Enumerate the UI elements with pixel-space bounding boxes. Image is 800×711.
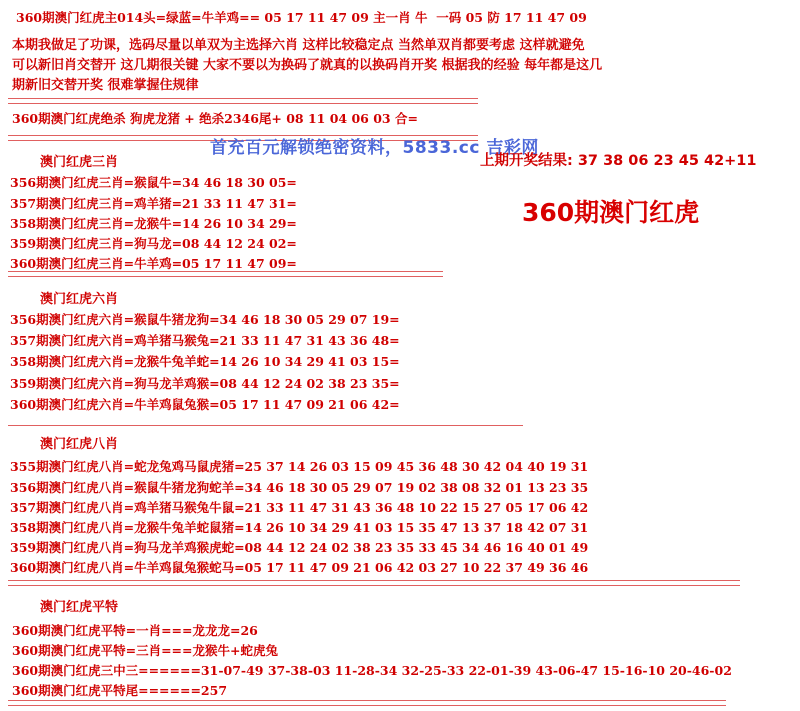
- list-item: 357期澳门红虎八肖=鸡羊猪马猴兔牛鼠=21 33 11 47 31 43 36 48 10 22 15 27 05 17 06 42: [10, 500, 589, 515]
- list-item: 357期澳门红虎六肖=鸡羊猪马猴兔=21 33 11 47 31 43 36 48=: [10, 333, 400, 348]
- list-item: 360期澳门红虎平特=三肖===龙猴牛+蛇虎兔: [12, 643, 278, 658]
- list-item: 356期澳门红虎八肖=猴鼠牛猪龙狗蛇羊=34 46 18 30 05 29 07 19 02 38 08 32 01 13 23 35: [10, 480, 589, 495]
- section-title-eight: 澳门红虎八肖: [40, 437, 119, 452]
- list-item: 358期澳门红虎三肖=龙猴牛=14 26 10 34 29=: [10, 216, 297, 231]
- list-item: 360期澳门红虎平特=一肖===龙龙龙=26: [12, 623, 258, 638]
- big-title: 360期澳门红虎: [522, 198, 700, 227]
- list-item: 359期澳门红虎六肖=狗马龙羊鸡猴=08 44 12 24 02 38 23 35=: [10, 376, 400, 391]
- watermark-text: 首充百元解锁绝密资料，5833.cc 吉彩网: [210, 138, 539, 158]
- last-result: 上期开奖结果: 37 38 06 23 45 42+11: [480, 153, 757, 169]
- list-item: 358期澳门红虎六肖=龙猴牛兔羊蛇=14 26 10 34 29 41 03 15=: [10, 354, 400, 369]
- intro-line-1: 本期我做足了功课，选码尽量以单双为主选择六肖 这样比较稳定点 当然单双肖都要考虑 这样就避免: [12, 38, 585, 53]
- list-item: 360期澳门红虎八肖=牛羊鸡鼠兔猴蛇马=05 17 11 47 09 21 06 42 03 27 10 22 37 49 36 46: [10, 560, 589, 575]
- intro-line-2: 可以新旧肖交替开 这几期很关键 大家不要以为换码了就真的以换码肖开奖 根据我的经验 每年都是这几: [12, 58, 603, 73]
- section-title-three: 澳门红虎三肖: [40, 155, 119, 170]
- list-item: 357期澳门红虎三肖=鸡羊猪=21 33 11 47 31=: [10, 196, 297, 211]
- intro-line-3: 期新旧交替开奖 很难掌握住规律: [12, 78, 199, 93]
- section-title-special: 澳门红虎平特: [40, 600, 119, 615]
- list-item: 359期澳门红虎三肖=狗马龙=08 44 12 24 02=: [10, 236, 297, 251]
- divider: [8, 425, 523, 430]
- list-item: 356期澳门红虎三肖=猴鼠牛=34 46 18 30 05=: [10, 175, 297, 190]
- divider: [8, 700, 726, 706]
- section-title-six: 澳门红虎六肖: [40, 292, 119, 307]
- kill-line: 360期澳门红虎绝杀 狗虎龙猪 + 绝杀2346尾+ 08 11 04 06 03 合=: [12, 111, 418, 126]
- divider: [8, 98, 478, 104]
- header-line: 360期澳门红虎主014头=绿蓝=牛羊鸡== 05 17 11 47 09 主一肖 牛 一码 05 防 17 11 47 09: [16, 10, 587, 25]
- list-item: 360期澳门红虎三中三======31-07-49 37-38-03 11-28-34 32-25-33 22-01-39 43-06-47 15-16-10 20-46-02: [12, 663, 732, 678]
- list-item: 360期澳门红虎平特尾======257: [12, 683, 228, 698]
- list-item: 356期澳门红虎六肖=猴鼠牛猪龙狗=34 46 18 30 05 29 07 19=: [10, 312, 400, 327]
- divider: [8, 271, 443, 277]
- list-item: 358期澳门红虎八肖=龙猴牛兔羊蛇鼠猪=14 26 10 34 29 41 03 15 35 47 13 37 18 42 07 31: [10, 520, 589, 535]
- divider: [8, 580, 740, 586]
- list-item: 360期澳门红虎三肖=牛羊鸡=05 17 11 47 09=: [10, 256, 297, 271]
- list-item: 355期澳门红虎八肖=蛇龙兔鸡马鼠虎猪=25 37 14 26 03 15 09 45 36 48 30 42 04 40 19 31: [10, 459, 589, 474]
- list-item: 359期澳门红虎八肖=狗马龙羊鸡猴虎蛇=08 44 12 24 02 38 23 35 33 45 34 46 16 40 01 49: [10, 540, 589, 555]
- list-item: 360期澳门红虎六肖=牛羊鸡鼠兔猴=05 17 11 47 09 21 06 42=: [10, 397, 400, 412]
